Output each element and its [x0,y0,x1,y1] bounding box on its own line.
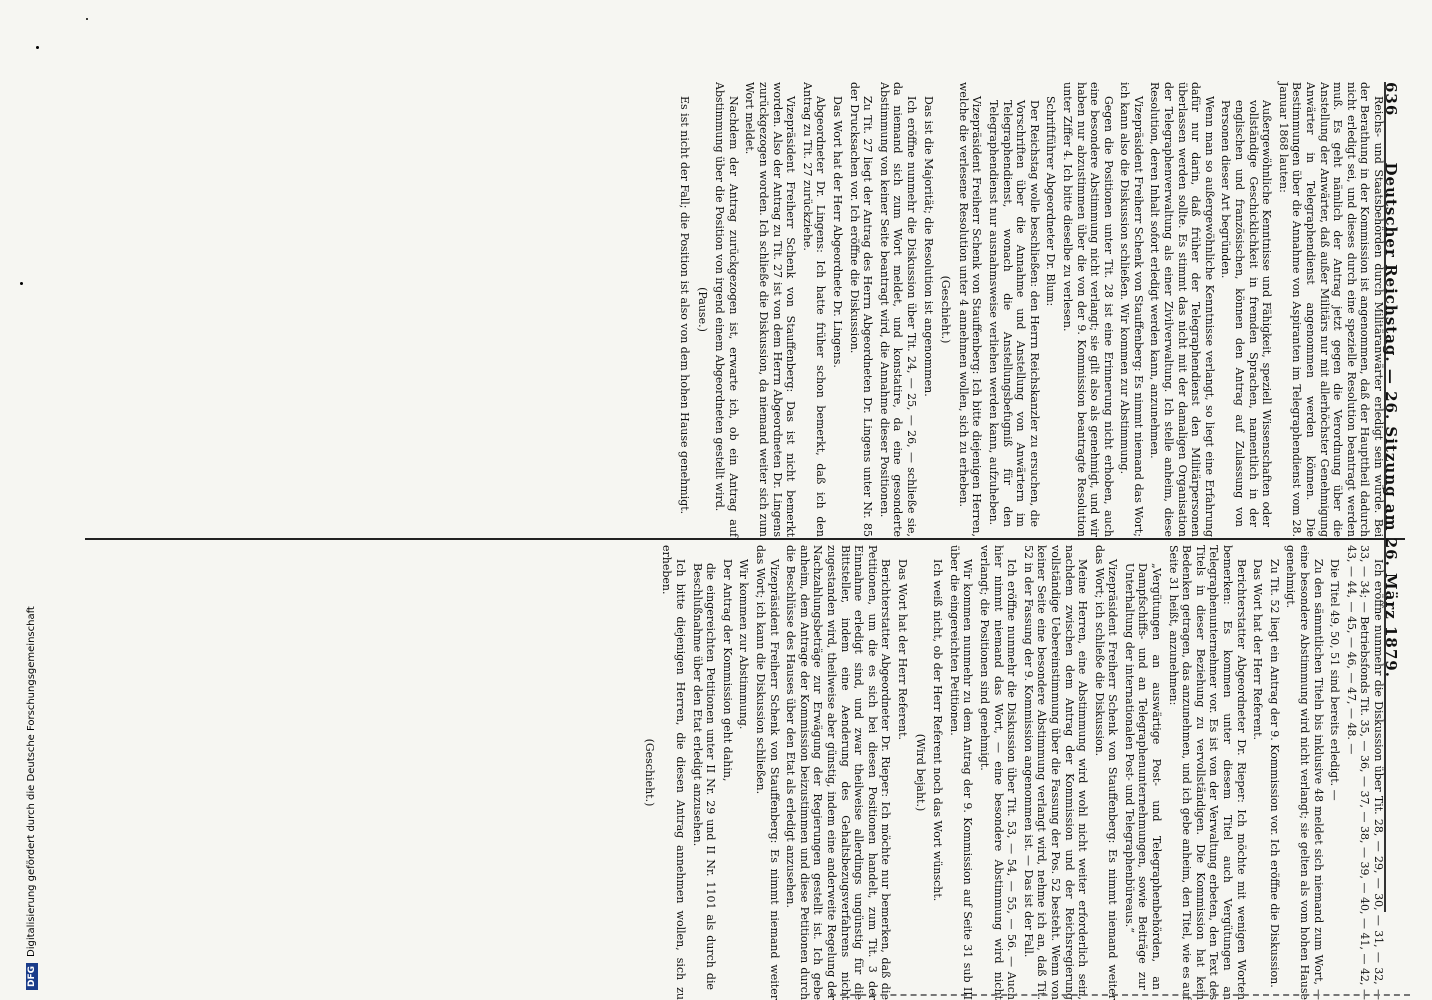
paragraph: Vizepräsident Freiherr Schenk von Stauffenberg: Ich bitte diejenigen Herren, welche die verlesene Resolution unter 4 annehmen wollen, sich zu erheben. [956,82,984,537]
page-number: 636 [1382,82,1400,117]
paragraph: die eingereichten Petitionen unter II Nr. 29 und II Nr. 1101 als durch die Beschlußnahme über den Etat erledigt anzusehen. [690,563,718,990]
paragraph: Abgeordneter Dr. Lingens: Ich hatte früher schon bemerkt, daß ich den Antrag zu Tit. 27 zurückziehe. [800,82,828,537]
paragraph: Schriftführer Abgeordneter Dr. Blum: [1044,96,1058,307]
paragraph: (Wird bejaht.) [913,733,927,812]
digitization-credit [26,606,38,990]
paragraph: Wir kommen zur Abstimmung. [737,559,751,730]
paragraph: Das Wort hat der Herr Referent. [896,559,909,741]
paragraph: Vizepräsident Freiherr Schenk von Stauffenberg: Es nimmt niemand weiter das Wort; ich schließe die Diskussion. [1092,545,1120,1000]
paragraph: Die Titel 49, 50, 51 sind bereits erledigt. — [1328,559,1342,801]
paragraph: Nachdem der Antrag zurückgezogen ist, erwarte ich, ob ein Antrag auf Abstimmung über die Position von irgend einem Abgeordneten gestellt wird. [713,82,740,537]
paragraph: Vizepräsident Freiherr Schenk von Stauffenberg: Das ist nicht bemerkt worden. Also der Antrag zu Tit. 27 ist von dem Herrn Abgeordneten Dr. Lingens zurückgezogen worden. Ich schließe die Diskussion, da niemand weiter sich zum Wort meldet. [743,82,798,537]
credit-text: Digitalisierung gefördert durch die Deutsche Forschungsgemeinschaft [26,606,37,957]
paragraph: Der Antrag der Kommission geht dahin, [720,559,734,782]
paragraph: Ich eröffne nunmehr die Diskussion über Tit. 28, — 29, — 30, — 31, — 32, — 33, — 34; — Betriebsfonds Tit. 35, — 36, — 37, — 38, — 39, — 40, — 41, — 42, — 43, — 44, — 45, — 46, — 47, — 48. — [1344,545,1385,1000]
paragraph: Berichterstatter Abgeordneter Dr. Rieper: Ich möchte mit wenigen Worten bemerken: Es kommen unter diesem Titel auch Vergütungen an Telegraphenunternehmer vor. Es ist von der Verwaltung erbeten, den Text des Titels in dieser Beziehung zu vervollständigen. Die Kommission hat kein Bedenken getragen, das anzunehmen, und ich gebe anheim, den Titel, wie es auf Seite 31 heißt, anzunehmen: [1166,545,1248,1000]
paragraph: Zu den sämmtlichen Titeln bis inklusive 48 meldet sich niemand zum Wort, — eine besondere Abstimmung wird nicht verlangt; sie gelten als vom hohen Hause genehmigt. [1284,545,1325,1000]
paragraph: „Vergütungen an auswärtige Post- und Telegraphenbehörden, an Dampfschiffs- und an Telegraphenunternehmungen, sowie Beiträge zur Unterhaltung der internationalen Post- und Telegraphenbüreaus.“ [1122,563,1164,990]
running-title: Deutscher Reichstag. — 26. Sitzung am 26. März 1879. [1382,162,1400,678]
paragraph: Meine Herren, eine Abstimmung wird wohl nicht weiter erforderlich sein, nachdem zwischen dem Antrag der Kommission und der Reichsregierung vollständige Uebereinstimmung über die Fassung der Pos. 52 besteht. Wenn von keiner Seite eine besondere Abstimmung verlangt wird, nehme ich an, daß Tit. 52 in der Fassung der 9. Kommission angenommen ist. — Das ist der Fall. [1021,545,1090,1000]
paragraph: (Geschieht.) [642,738,656,807]
paragraph: Ich eröffne nunmehr die Diskussion über Tit. 24, — 25, — 26, — schließe sie, da niemand sich zum Wort meldet, und konstatire, da eine gesonderte Abstimmung von keiner Seite beantragt wird, die Annahme dieser Positionen. [877,82,918,537]
paragraph: (Pause.) [695,287,709,332]
dfg-logo: DFG [26,963,38,990]
paragraph: Zu Tit. 52 liegt ein Antrag der 9. Kommission vor. Ich eröffne die Diskussion. [1267,559,1281,988]
bottom-edge-marks [830,994,1410,999]
paragraph: Berichterstatter Abgeordneter Dr. Rieper: Ich möchte nur bemerken, daß die Petitionen, um die es sich bei diesen Positionen handelt, zum Tit. 3 der Einnahme erledigt sind, und zwar theilweise allerdings ungünstig für die Bittsteller, indem eine Aenderung des Gehaltsbezugsverfahrens nicht zugestanden wird, theilweise aber günstig, indem eine anderweite Regelung der Nachzahlungsbeträge zur Erwägung der Regierungen gestellt ist. Ich gebe anheim, dem Antrage der Kommission beizustimmen und diese Petitionen durch die Beschlüsse des Hauses über den Etat als erledigt anzusehen. [784,545,893,1000]
paragraph: Das ist die Majorität; die Resolution ist angenommen. [921,96,935,397]
column-divider [85,538,1405,540]
paragraph: Ich weiß nicht, ob der Herr Referent noch das Wort wünscht. [931,559,945,902]
left-column [95,82,1385,537]
paragraph: Es ist nicht der Fall; die Position ist also von dem hohen Hause genehmigt. [678,96,692,515]
paragraph: Das Wort hat der Herr Referent. [1251,559,1265,741]
paragraph: Ich bitte diejenigen Herren, die diesen Antrag annehmen wollen, sich zu erheben. [660,545,688,1000]
paragraph: (Geschieht.) [939,275,953,344]
paragraph: Das Wort hat der Herr Abgeordnete Dr. Lingens. [831,96,845,368]
paragraph: Der Reichstag wolle beschließen: den Herrn Reichskanzler zu ersuchen, die Vorschriften über die Annahme und Anstellung von Anwärtern im Telegraphendienst, wonach die Anstellungsbefugniß für den Telegraphendienst nur ausnahmsweise verliehen werden kann, aufzuheben. [986,100,1041,527]
paragraph: Außergewöhnliche Kenntnisse und Fähigkeit, speziell Wissenschaften oder vollständige Geschicklichkeit in fremden Sprachen, namentlich in der englischen und französischen, können den Antrag auf Zulassung von Personen dieser Art begründen. [1219,100,1274,527]
paragraph: Ich eröffne nunmehr die Diskussion über Tit. 53, — 54, — 55, — 56. — Auch hier nimmt niemand das Wort, — eine besondere Abstimmung wird nicht verlangt; die Positionen sind genehmigt. [977,545,1019,1000]
paragraph: Wenn man so außergewöhnliche Kenntnisse verlangt, so liegt eine Erfahrung dafür nur darin, daß früher der Telegraphendienst den Militärpersonen überlassen werden sollte. Es stimmt das nicht mit der damaligen Organisation der Telegraphenverwaltung als einer Zivilverwaltung. Ich stelle anheim, diese Resolution, deren Inhalt sofort erledigt werden kann, anzunehmen. [1148,82,1216,537]
paragraph: Zu Tit. 27 liegt der Antrag des Herrn Abgeordneten Dr. Lingens unter Nr. 85 der Drucksachen vor. Ich eröffne die Diskussion. [847,82,875,537]
paragraph: Reichs- und Staatsbehörden durch Militäranwärter erledigt sein würde. Bei der Berathung in der Kommission ist angenommen, daß der Haupttheil dadurch nicht erledigt sei, und dieses durch eine spezielle Resolution beantragt werden muß. Es geht nämlich der Antrag jetzt gegen die Verordnung über die Anstellung der Anwärter, daß außer Militärs nur mit allerhöchster Genehmigung Anwärter in Telegraphendienst angenommen werden können. Die Bestimmungen über die Annahme von Aspiranten im Telegraphendienst vom 28. Januar 1868 lauten: [1276,82,1385,537]
paragraph: Gegen die Positionen unter Tit. 28 ist eine Erinnerung nicht erhoben, auch eine besondere Abstimmung nicht verlangt; sie gilt also als genehmigt, und wir haben nur abzustimmen über die von der 9. Kommission beantragte Resolution unter Ziffer 4. Ich bitte dieselbe zu verlesen. [1060,82,1115,537]
paragraph: Vizepräsident Freiherr Schenk von Stauffenberg: Es nimmt niemand weiter das Wort; ich kann die Diskussion schließen. [754,545,781,1000]
paragraph: Vizepräsident Freiherr Schenk von Stauffenberg: Es nimmt niemand das Wort; ich kann also die Diskussion schließen. Wir kommen zur Abstimmung. [1118,82,1145,537]
paragraph: Wir kommen nunmehr zu dem Antrag der 9. Kommission auf Seite 31 sub III über die eingereichten Petitionen. [947,545,975,1000]
right-column [95,545,1385,1000]
